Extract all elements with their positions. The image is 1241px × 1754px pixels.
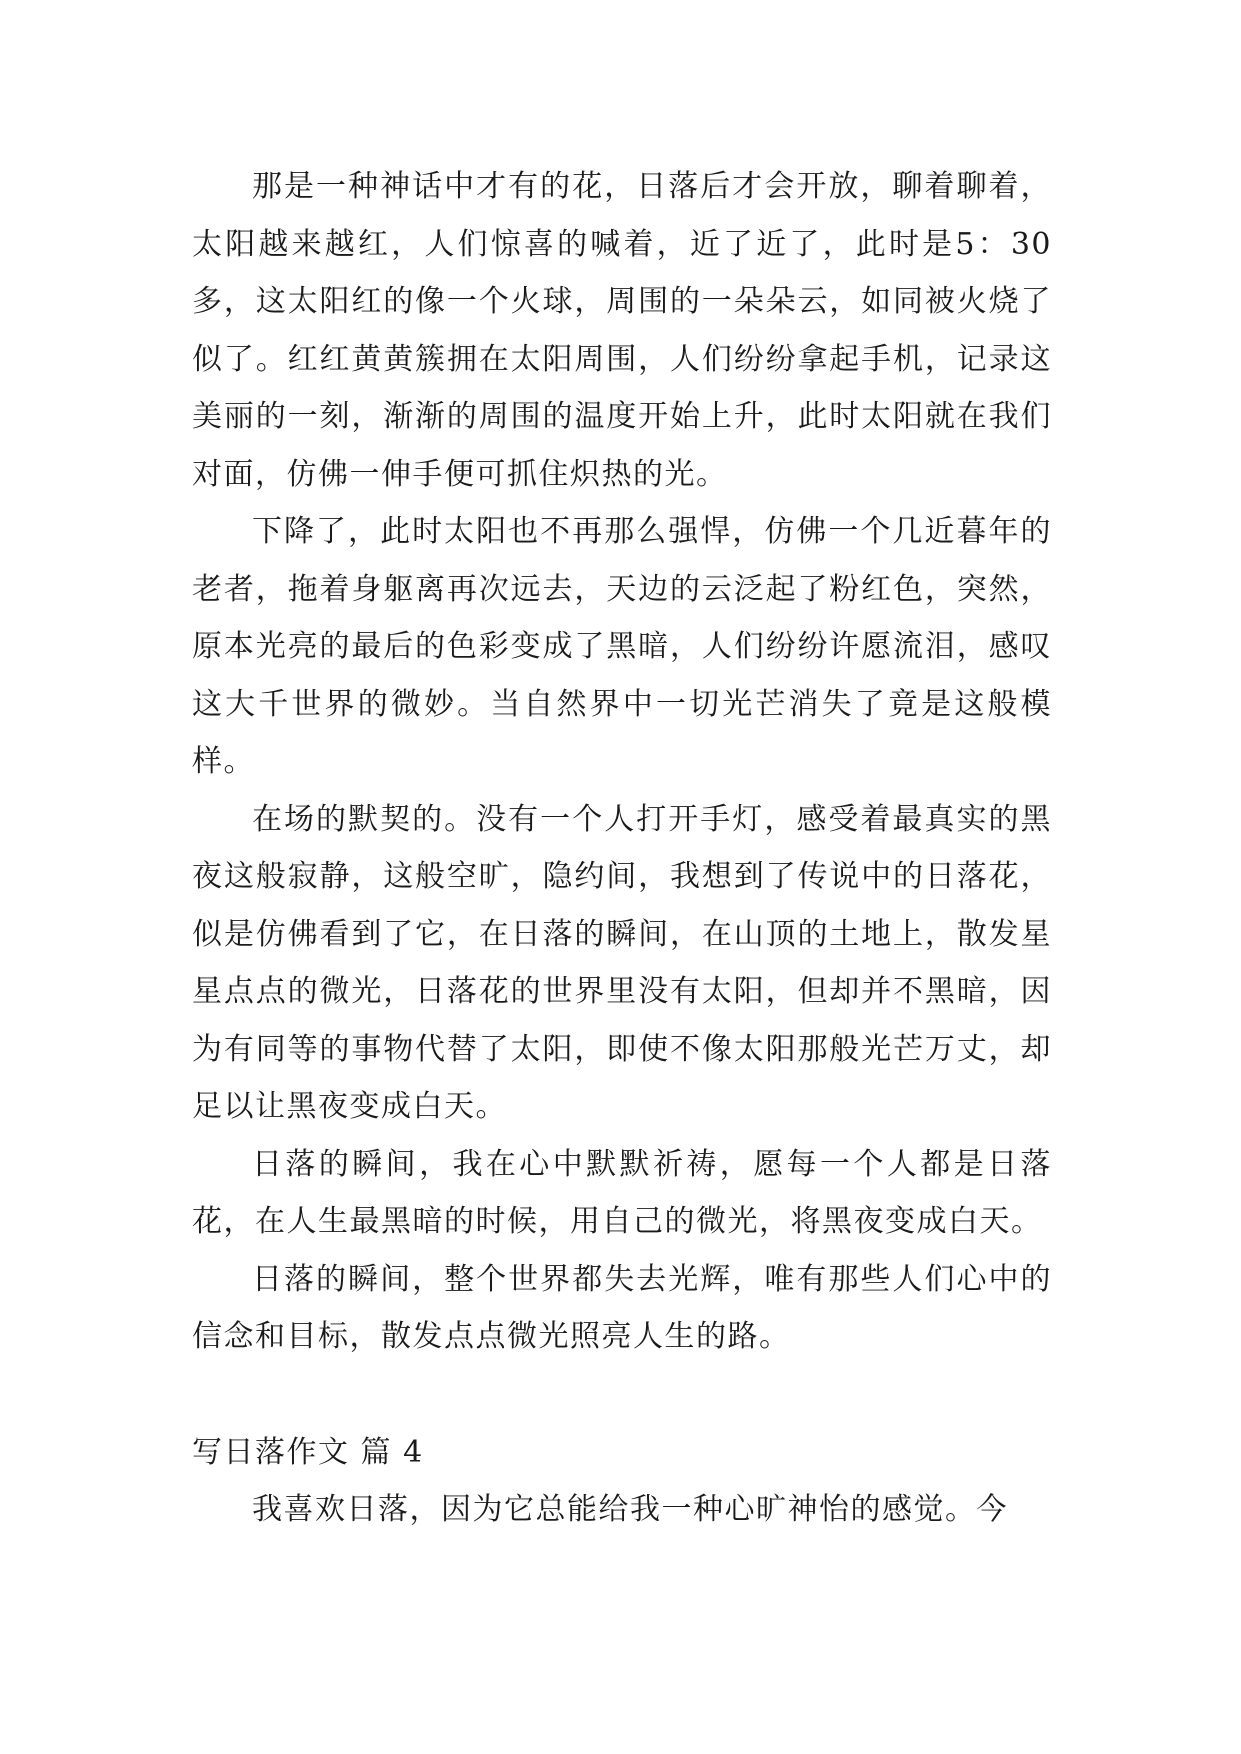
section-heading: 写日落作文 篇 4	[192, 1434, 424, 1470]
paragraph-1: 那是一种神话中才有的花，日落后才会开放，聊着聊着，太阳越来越红，人们惊喜的喊着，近了近了，此时是5：30多，这太阳红的像一个火球，周围的一朵朵云，如同被火烧了似了。红红黄黄簇拥在太阳周围，人们纷纷拿起手机，记录这美丽的一刻，渐渐的周围的温度开始上升，此时太阳就在我们对面，仿佛一伸手便可抓住炽热的光。	[192, 169, 1052, 492]
paragraph-5: 日落的瞬间，整个世界都失去光辉，唯有那些人们心中的信念和目标，散发点点微光照亮人生的路。	[192, 1261, 1052, 1354]
paragraph-4: 日落的瞬间，我在心中默默祈祷，愿每一个人都是日落花，在人生最黑暗的时候，用自己的微光，将黑夜变成白天。	[192, 1146, 1052, 1239]
paragraph-2: 下降了，此时太阳也不再那么强悍，仿佛一个几近暮年的老者，拖着身躯离再次远去，天边的云泛起了粉红色，突然，原本光亮的最后的色彩变成了黑暗，人们纷纷许愿流泪，感叹这大千世界的微妙。当自然界中一切光芒消失了竟是这般模样。	[192, 514, 1052, 779]
document-body	[192, 158, 1052, 1539]
paragraph-3: 在场的默契的。没有一个人打开手灯，感受着最真实的黑夜这般寂静，这般空旷，隐约间，我想到了传说中的日落花，似是仿佛看到了它，在日落的瞬间，在山顶的土地上，散发星星点点的微光，日落花的世界里没有太阳，但却并不黑暗，因为有同等的事物代替了太阳，即使不像太阳那般光芒万丈，却足以让黑夜变成白天。	[192, 801, 1052, 1124]
paragraph-6: 我喜欢日落，因为它总能给我一种心旷神怡的感觉。今	[252, 1492, 1008, 1527]
